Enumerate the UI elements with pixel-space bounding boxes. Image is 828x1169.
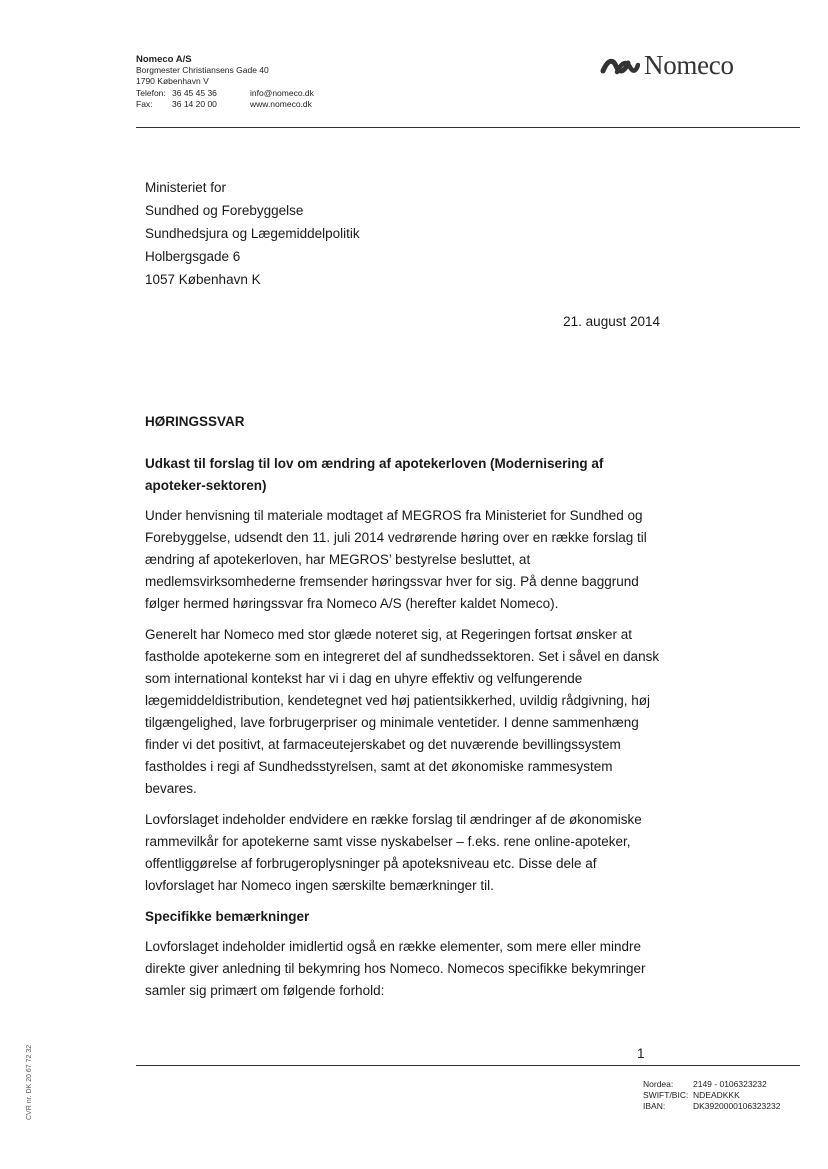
sender-fax-row: [136, 99, 314, 110]
logo-wordmark: Nomeco: [644, 50, 734, 80]
nomeco-wave-logo-icon: [600, 54, 640, 78]
website-address: www.nomeco.dk: [250, 98, 312, 109]
footer-divider: [136, 1065, 800, 1066]
sender-company: Nomeco A/S: [136, 54, 192, 65]
iban-label: IBAN:: [643, 1101, 666, 1112]
sender-city: 1790 København V: [136, 76, 209, 87]
header-divider: [136, 127, 800, 128]
letter-heading: HØRINGSSVAR: [145, 414, 245, 429]
sender-street: Borgmester Christiansens Gade 40: [136, 65, 269, 76]
fax-label: Fax:: [136, 98, 153, 109]
side-registration-code: CVR nr. DK 20 67 72 32: [26, 1044, 33, 1120]
phone-label: Telefon:: [136, 87, 166, 98]
bank-details: [643, 1079, 780, 1113]
swift-row: [643, 1090, 780, 1101]
sender-phone-row: [136, 88, 314, 99]
recipient-line: Sundhedsjura og Lægemiddelpolitik: [145, 226, 360, 241]
paragraph: Under henvisning til materiale modtaget af MEGROS fra Ministeriet for Sundhed og Forebyggelse, udsendt den 11. juli 2014 vedrørende høring over en række forslag til ændring af apotekerloven, har MEGROS’ bestyrelse besluttet, at medlemsvirksomhederne fremsender høringssvar hver for sig. På denne baggrund følger hermed høringssvar fra Nomeco A/S (herefter kaldet Nomeco).: [145, 508, 647, 611]
recipient-line: Ministeriet for: [145, 180, 227, 195]
recipient-line: Holbergsgade 6: [145, 249, 241, 264]
iban-value: DK3920000106323232: [693, 1101, 781, 1112]
sender-block: [136, 54, 314, 110]
email-address: info@nomeco.dk: [250, 87, 314, 98]
fax-number: 36 14 20 00: [172, 98, 217, 109]
section-heading: Specifikke bemærkninger: [145, 909, 310, 924]
phone-number: 36 45 45 36: [172, 87, 217, 98]
nomeco-logo: [600, 50, 734, 81]
page-number: 1: [637, 1046, 645, 1061]
letter-date: 21. august 2014: [563, 314, 660, 329]
paragraph: Lovforslaget indeholder endvidere en række forslag til ændringer af de økonomiske rammevilkår for apotekerne samt visse nyskabelser – f.eks. rene online-apoteker, offentliggørelse af forbrugeroplysninger på apoteksniveau etc. Disse dele af lovforslaget har Nomeco ingen særskilte bemærkninger til.: [145, 812, 642, 893]
bank-label: Nordea:: [643, 1079, 674, 1089]
iban-row: [643, 1101, 780, 1112]
paragraph: Generelt har Nomeco med stor glæde noteret sig, at Regeringen fortsat ønsker at fastholde apotekerne som en integreret del af sundhedssektoren. Set i såvel en dansk som international kontekst har vi i dag en uhyre effektiv og velfungerende lægemiddeldistribution, kendetegnet ved høj patientsikkerhed, uvildig rådgivning, høj tilgængelighed, lave forbrugerpriser og minimale ventetider. I denne sammenhæng finder vi det positivt, at farmaceutejerskabet og det nuværende bevillingssystem fastholdes i regi af Sundhedsstyrelsen, samt at det økonomiske rammesystem bevares.: [145, 627, 660, 796]
paragraph: Lovforslaget indeholder imidlertid også en række elementer, som mere eller mindre direkte giver anledning til bekymring hos Nomeco. Nomecos specifikke bekymringer samler sig primært om følgende forhold:: [145, 939, 646, 998]
bank-row: [643, 1079, 780, 1090]
recipient-line: 1057 København K: [145, 272, 261, 287]
letter-subject: Udkast til forslag til lov om ændring af apotekerloven (Modernisering af apoteker-sektoren): [145, 456, 604, 493]
bank-value: 2149 - 0106323232: [693, 1079, 767, 1089]
letter-body: [145, 411, 663, 1011]
recipient-line: Sundhed og Forebyggelse: [145, 203, 304, 218]
swift-label: SWIFT/BIC:: [643, 1090, 689, 1101]
swift-value: NDEADKKK: [693, 1090, 740, 1101]
recipient-address: [145, 176, 360, 291]
